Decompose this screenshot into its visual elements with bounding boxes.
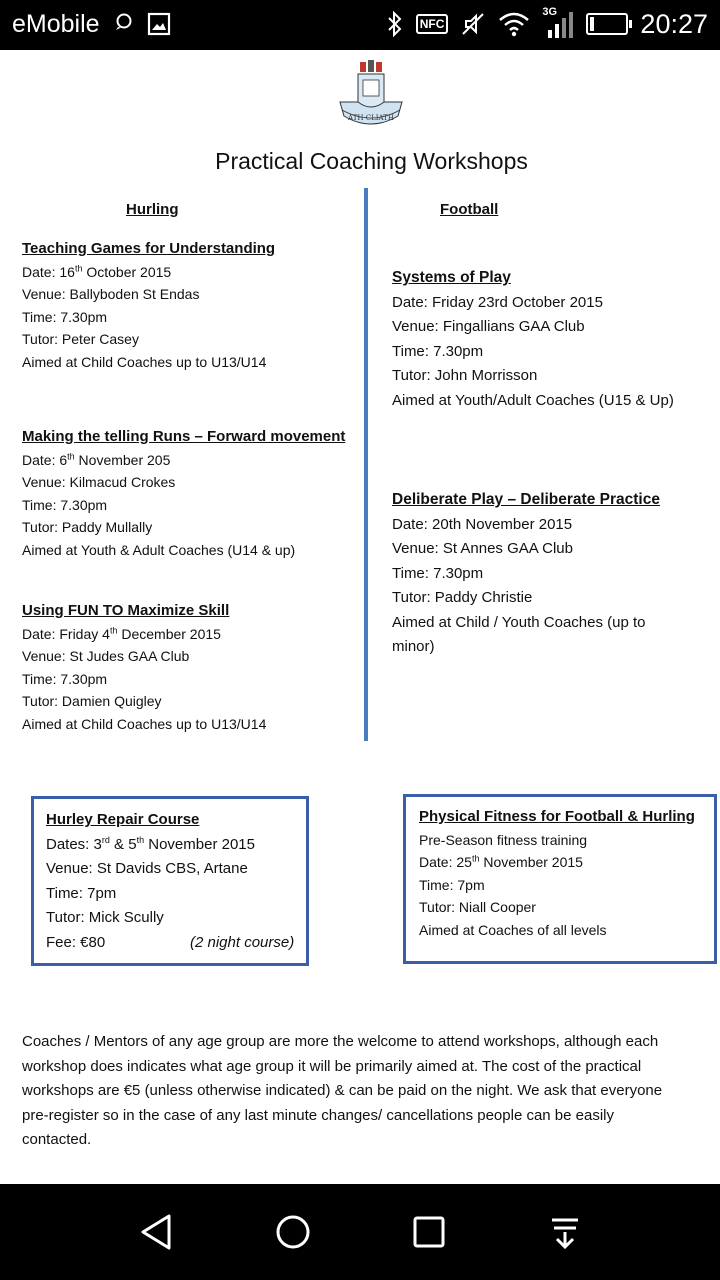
mute-icon <box>460 11 486 37</box>
nfc-icon: NFC <box>416 14 449 34</box>
course-title: Hurley Repair Course <box>46 811 200 828</box>
course-dates: Dates: 3rd & 5th November 2015 <box>46 834 255 853</box>
workshop-date: Date: Friday 4th December 2015 <box>22 624 221 642</box>
back-icon[interactable] <box>137 1212 177 1252</box>
workshop-time: Time: 7.30pm <box>392 342 484 360</box>
signal-icon <box>542 8 574 40</box>
course-audience: Aimed at Coaches of all levels <box>419 921 607 938</box>
info-line: workshop does indicates what age group it will be primarily aimed at. The cost of the practical <box>22 1057 642 1075</box>
course-tutor: Tutor: Mick Scully <box>46 909 164 926</box>
workshop-venue: Venue: Kilmacud Crokes <box>22 474 176 490</box>
workshop-time: Time: 7.30pm <box>22 670 108 687</box>
info-paragraph <box>22 1030 712 1153</box>
workshop-title: Making the telling Runs – Forward movement <box>22 428 346 445</box>
workshop-tutor: Tutor: Peter Casey <box>22 331 139 347</box>
workshop-venue: Venue: St Annes GAA Club <box>392 540 573 557</box>
navigation-bar <box>0 1184 720 1280</box>
workshop-title: Using FUN TO Maximize Skill <box>22 602 230 619</box>
workshop-venue: Venue: Ballyboden St Endas <box>22 286 200 302</box>
workshop-tutor: Tutor: Paddy Mullally <box>22 519 153 535</box>
carrier-label: eMobile <box>12 10 100 38</box>
page-title: Practical Coaching Workshops <box>215 148 528 174</box>
workshop-title: Systems of Play <box>392 269 511 286</box>
status-bar <box>0 0 720 50</box>
hurling-workshop-2 <box>22 426 345 561</box>
hurling-heading: Hurling <box>126 201 179 218</box>
recents-icon[interactable] <box>409 1212 449 1252</box>
battery-icon <box>586 13 628 35</box>
football-workshop-2 <box>392 488 660 660</box>
football-heading: Football <box>440 201 499 218</box>
network-type-label: 3G <box>542 6 558 18</box>
workshop-title: Teaching Games for Understanding <box>22 240 276 257</box>
course-time: Time: 7pm <box>419 876 485 893</box>
course-subtitle: Pre-Season fitness training <box>419 831 588 848</box>
column-divider <box>364 188 368 741</box>
workshop-audience: Aimed at Youth & Adult Coaches (U14 & up) <box>22 541 296 558</box>
course-fee: Fee: €80 <box>46 933 106 951</box>
info-line: pre-register so in the case of any last minute changes/ cancellations people can be easily <box>22 1106 615 1124</box>
notification-drawer-icon[interactable] <box>545 1212 585 1252</box>
hurling-workshop-3 <box>22 600 266 735</box>
clock: 20:27 <box>640 8 708 39</box>
course-tutor: Tutor: Niall Cooper <box>419 899 536 915</box>
workshop-time: Time: 7.30pm <box>22 496 108 513</box>
course-note: (2 night course) <box>190 933 295 951</box>
workshop-date: Date: 16th October 2015 <box>22 262 172 280</box>
workshop-audience: Aimed at Child Coaches up to U13/U14 <box>22 715 267 732</box>
bluetooth-icon <box>386 10 404 38</box>
wifi-icon <box>498 11 530 37</box>
workshop-date: Date: 6th November 205 <box>22 450 171 468</box>
workshop-time: Time: 7.30pm <box>22 308 108 325</box>
workshop-tutor: Tutor: John Morrisson <box>392 367 538 384</box>
workshop-title: Deliberate Play – Deliberate Practice <box>392 491 660 508</box>
svg-text:ATH CLIATH: ATH CLIATH <box>348 114 394 122</box>
info-line: workshops are €5 (unless otherwise indicated) & can be paid on the night. We ask that everyone <box>22 1082 663 1099</box>
hurling-workshop-1 <box>22 238 275 373</box>
workshop-audience-cont: minor) <box>392 638 435 655</box>
workshop-tutor: Tutor: Damien Quigley <box>22 693 162 709</box>
chat-bubble-icon <box>113 12 133 32</box>
workshop-audience: Aimed at Youth/Adult Coaches (U15 & Up) <box>392 391 674 409</box>
course-fee-row <box>46 931 306 956</box>
workshop-date: Date: Friday 23rd October 2015 <box>392 293 603 311</box>
image-icon <box>147 12 171 36</box>
course-date: Date: 25th November 2015 <box>419 853 583 870</box>
info-line: contacted. <box>22 1131 92 1148</box>
workshop-tutor: Tutor: Paddy Christie <box>392 589 533 606</box>
home-icon[interactable] <box>273 1212 313 1252</box>
course-venue: Venue: St Davids CBS, Artane <box>46 860 248 877</box>
workshop-date: Date: 20th November 2015 <box>392 515 573 533</box>
fitness-course-box <box>403 794 717 964</box>
hurley-repair-box <box>31 796 309 966</box>
workshop-audience: Aimed at Child Coaches up to U13/U14 <box>22 353 267 370</box>
dublin-crest-logo <box>328 60 414 130</box>
workshop-audience: Aimed at Child / Youth Coaches (up to <box>392 613 646 631</box>
course-time: Time: 7pm <box>46 884 117 902</box>
workshop-venue: Venue: Fingallians GAA Club <box>392 318 585 335</box>
workshop-venue: Venue: St Judes GAA Club <box>22 648 190 664</box>
workshop-time: Time: 7.30pm <box>392 564 484 582</box>
football-workshop-1 <box>392 266 674 413</box>
course-title: Physical Fitness for Football & Hurling <box>419 808 695 825</box>
info-line: Coaches / Mentors of any age group are more the welcome to attend workshops, although each <box>22 1033 659 1050</box>
